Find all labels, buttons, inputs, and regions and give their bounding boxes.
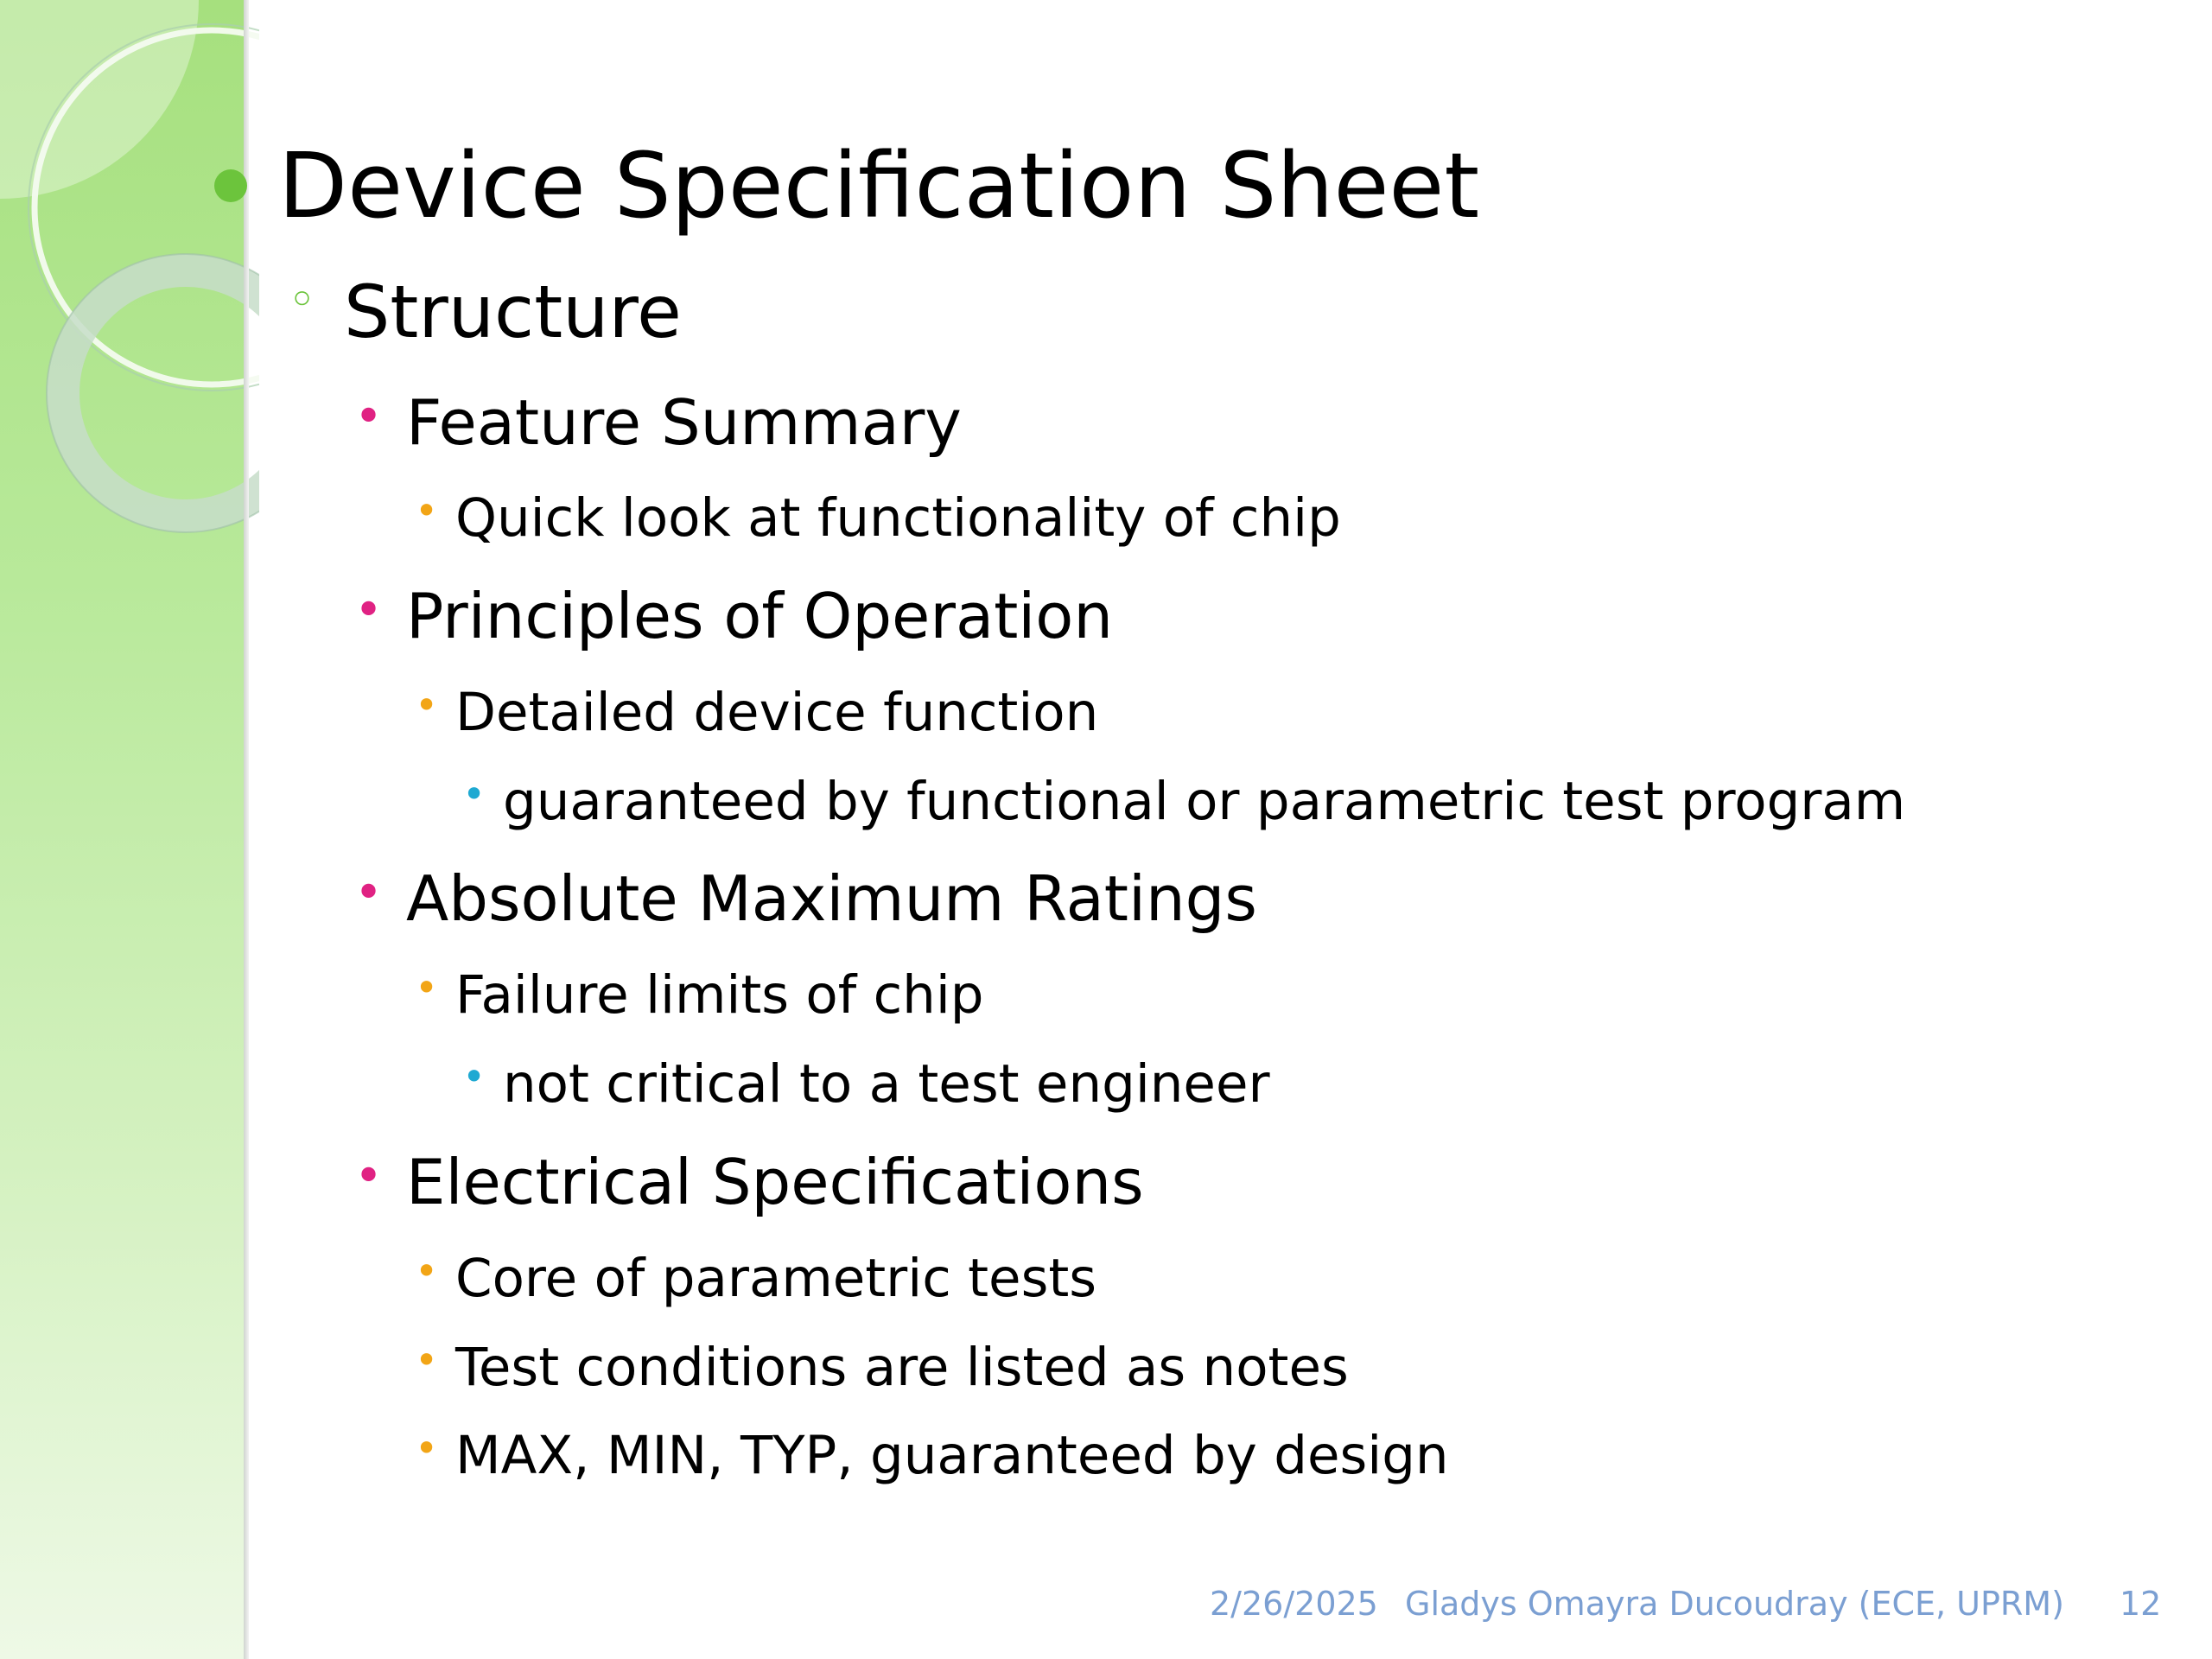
bullet-item-not-critical	[462, 1053, 1270, 1115]
magenta-bullet-icon: •	[354, 1148, 384, 1205]
orange-bullet-icon: •	[415, 1425, 439, 1471]
bullet-text: Test conditions are listed as notes	[455, 1337, 1349, 1398]
magenta-bullet-icon: •	[354, 582, 384, 639]
bullet-text: Failure limits of chip	[455, 964, 984, 1026]
blue-bullet-icon: •	[462, 1053, 486, 1100]
bullet-item-structure	[288, 270, 682, 354]
bullet-text: Detailed device function	[455, 682, 1099, 743]
bullet-item-max-min-typ	[415, 1425, 1449, 1486]
bullet-item-electrical-specifications	[354, 1146, 1144, 1218]
bullet-item-quick-look	[415, 487, 1341, 549]
bullet-text: MAX, MIN, TYP, guaranteed by design	[455, 1425, 1449, 1486]
footer-page-number: 12	[2120, 1585, 2162, 1623]
bullet-item-core-of-parametric-tests	[415, 1248, 1097, 1309]
magenta-bullet-icon: •	[354, 865, 384, 921]
orange-bullet-icon: •	[415, 1337, 439, 1383]
title-bullet-dot	[214, 169, 247, 202]
bullet-text: Core of parametric tests	[455, 1248, 1097, 1309]
bullet-text: Electrical Specifications	[406, 1146, 1144, 1218]
bullet-item-absolute-maximum-ratings	[354, 862, 1257, 935]
bullet-text: Absolute Maximum Ratings	[406, 862, 1257, 935]
orange-bullet-icon: •	[415, 487, 439, 534]
footer-author: Gladys Omayra Ducoudray (ECE, UPRM)	[1405, 1585, 2064, 1623]
bullet-text: Quick look at functionality of chip	[455, 487, 1341, 549]
bullet-item-guaranteed-by-test-program	[462, 771, 1906, 832]
bullet-text: not critical to a test engineer	[503, 1053, 1270, 1115]
bullet-item-detailed-device-function	[415, 682, 1099, 743]
orange-bullet-icon: •	[415, 682, 439, 728]
magenta-bullet-icon: •	[354, 389, 384, 445]
bullet-text: guaranteed by functional or parametric test program	[503, 771, 1906, 832]
bullet-item-failure-limits	[415, 964, 984, 1026]
footer-date: 2/26/2025	[1210, 1585, 1378, 1623]
orange-bullet-icon: •	[415, 1248, 439, 1294]
bullet-item-test-conditions	[415, 1337, 1349, 1398]
bullet-item-feature-summary	[354, 386, 962, 459]
bullet-text: Structure	[344, 270, 682, 354]
bullet-item-principles-of-operation	[354, 580, 1113, 652]
blue-bullet-icon: •	[462, 771, 486, 817]
hollow-circle-bullet-icon: ◦	[288, 272, 317, 328]
orange-bullet-icon: •	[415, 964, 439, 1011]
slide-title: Device Specification Sheet	[278, 133, 1480, 238]
bullet-text: Feature Summary	[406, 386, 962, 459]
bullet-text: Principles of Operation	[406, 580, 1113, 652]
decorative-rings-graphic	[0, 0, 259, 553]
band-edge	[244, 0, 249, 1659]
